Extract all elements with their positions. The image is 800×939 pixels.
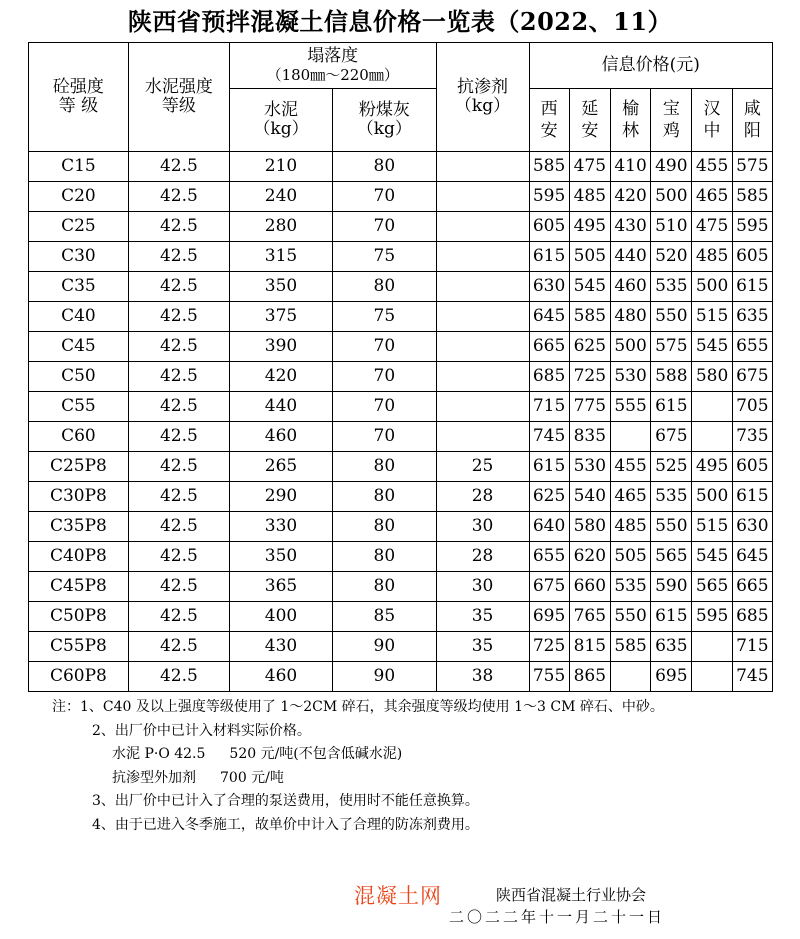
price-cell: 715 [732, 632, 772, 662]
price-cell: 705 [732, 392, 772, 422]
cement-cell: 350 [229, 542, 332, 572]
price-cell: 615 [529, 452, 569, 482]
price-cell: 580 [692, 362, 732, 392]
cement-grade-cell: 42.5 [128, 302, 229, 332]
header-city-baoji [651, 89, 692, 152]
price-cell: 695 [529, 602, 569, 632]
price-cell: 615 [732, 482, 772, 512]
price-cell: 595 [692, 602, 732, 632]
price-cell: 455 [610, 452, 650, 482]
price-cell: 580 [569, 512, 610, 542]
flyash-cell: 80 [333, 272, 436, 302]
price-cell: 420 [610, 182, 650, 212]
header-cement-label: 水泥 [264, 100, 299, 120]
flyash-cell: 70 [333, 422, 436, 452]
note-2-admixture [62, 767, 664, 791]
cement-cell: 265 [229, 452, 332, 482]
note-4: 4、由于已进入冬季施工，故单价中计入了合理的防冻剂费用。 [92, 816, 479, 833]
grade-cell: C45 [29, 332, 129, 362]
table-row [29, 452, 773, 482]
cement-grade-cell: 42.5 [128, 512, 229, 542]
cement-cell: 440 [229, 392, 332, 422]
price-cell: 565 [692, 572, 732, 602]
price-cell: 530 [610, 362, 650, 392]
cement-cell: 375 [229, 302, 332, 332]
price-cell: 725 [529, 632, 569, 662]
note-1: 注：1、C40 及以上强度等级使用了 1～2CM 碎石，其余强度等级均使用 1～3 CM 碎石、中砂。 [52, 699, 664, 715]
price-cell: 675 [529, 572, 569, 602]
price-cell: 555 [610, 392, 650, 422]
price-cell: 685 [732, 602, 772, 632]
price-cell [692, 632, 732, 662]
cement-cell: 430 [229, 632, 332, 662]
price-cell: 685 [529, 362, 569, 392]
antiseep-cell: 35 [436, 632, 529, 662]
table-row [29, 512, 773, 542]
price-cell: 545 [692, 332, 732, 362]
note-2-cement-label: 水泥 P·O 42.5 [112, 746, 206, 762]
header-antiseep [436, 43, 529, 152]
price-cell: 630 [732, 512, 772, 542]
header-city-yanan [569, 89, 610, 152]
cement-grade-cell: 42.5 [128, 422, 229, 452]
grade-cell: C25 [29, 212, 129, 242]
price-cell: 585 [529, 152, 569, 182]
city-label: 汉中 [703, 99, 721, 141]
price-cell: 525 [651, 452, 692, 482]
price-cell: 575 [732, 152, 772, 182]
price-cell: 765 [569, 602, 610, 632]
price-cell: 620 [569, 542, 610, 572]
price-cell: 455 [692, 152, 732, 182]
header-cement-unit: （kg） [253, 119, 309, 139]
price-cell: 475 [569, 152, 610, 182]
price-cell: 615 [651, 602, 692, 632]
price-cell [692, 662, 732, 692]
price-cell: 550 [651, 512, 692, 542]
price-cell: 510 [651, 212, 692, 242]
antiseep-cell: 28 [436, 482, 529, 512]
cement-cell: 400 [229, 602, 332, 632]
city-label: 延安 [581, 99, 599, 141]
grade-cell: C25P8 [29, 452, 129, 482]
table-row [29, 242, 773, 272]
grade-cell: C60P8 [29, 662, 129, 692]
cement-cell: 460 [229, 662, 332, 692]
price-cell: 645 [529, 302, 569, 332]
city-label: 咸阳 [743, 99, 761, 141]
flyash-cell: 90 [333, 662, 436, 692]
price-cell: 485 [610, 512, 650, 542]
flyash-cell: 80 [333, 452, 436, 482]
note-2-admixture-price: 700 元/吨 [220, 769, 284, 786]
antiseep-cell [436, 152, 529, 182]
cement-grade-cell: 42.5 [128, 332, 229, 362]
price-cell: 865 [569, 662, 610, 692]
cement-grade-cell: 42.5 [128, 632, 229, 662]
price-cell: 500 [692, 272, 732, 302]
table-row [29, 392, 773, 422]
header-cement [229, 89, 332, 152]
cement-cell: 240 [229, 182, 332, 212]
price-cell: 585 [569, 302, 610, 332]
price-cell: 615 [732, 272, 772, 302]
grade-cell: C20 [29, 182, 129, 212]
issue-date: 二〇二二年十一月二十一日 [449, 908, 666, 926]
city-label: 西安 [540, 99, 558, 141]
price-cell: 635 [651, 632, 692, 662]
price-cell: 505 [610, 542, 650, 572]
antiseep-cell: 30 [436, 512, 529, 542]
cement-cell: 210 [229, 152, 332, 182]
price-cell: 695 [651, 662, 692, 692]
flyash-cell: 70 [333, 392, 436, 422]
flyash-cell: 80 [333, 512, 436, 542]
price-cell: 535 [651, 482, 692, 512]
table-row [29, 272, 773, 302]
price-cell: 515 [692, 302, 732, 332]
cement-grade-cell: 42.5 [128, 662, 229, 692]
cement-grade-cell: 42.5 [128, 182, 229, 212]
price-cell: 655 [529, 542, 569, 572]
price-cell: 605 [732, 452, 772, 482]
flyash-cell: 80 [333, 152, 436, 182]
header-price-group: 信息价格(元) [529, 43, 773, 89]
flyash-cell: 70 [333, 182, 436, 212]
cement-grade-cell: 42.5 [128, 392, 229, 422]
price-cell: 500 [610, 332, 650, 362]
price-cell: 480 [610, 302, 650, 332]
cement-grade-cell: 42.5 [128, 152, 229, 182]
cement-cell: 280 [229, 212, 332, 242]
price-cell: 745 [732, 662, 772, 692]
price-cell: 665 [529, 332, 569, 362]
cement-grade-cell: 42.5 [128, 602, 229, 632]
antiseep-cell [436, 332, 529, 362]
flyash-cell: 75 [333, 242, 436, 272]
cement-cell: 460 [229, 422, 332, 452]
price-cell: 465 [610, 482, 650, 512]
cement-grade-cell: 42.5 [128, 572, 229, 602]
price-cell: 495 [692, 452, 732, 482]
antiseep-cell: 38 [436, 662, 529, 692]
table-row [29, 542, 773, 572]
price-cell: 575 [651, 332, 692, 362]
flyash-cell: 90 [333, 632, 436, 662]
price-cell: 725 [569, 362, 610, 392]
price-cell: 605 [732, 242, 772, 272]
price-cell: 630 [529, 272, 569, 302]
price-cell: 545 [692, 542, 732, 572]
price-cell: 675 [732, 362, 772, 392]
watermark-logo: 混凝土网 [354, 884, 442, 908]
price-cell: 735 [732, 422, 772, 452]
header-flyash-unit: （kg） [356, 119, 412, 139]
notes [52, 696, 664, 837]
note-3: 3、出厂价中已计入了合理的泵送费用，使用时不能任意换算。 [92, 793, 479, 809]
price-cell: 625 [569, 332, 610, 362]
price-cell [692, 392, 732, 422]
flyash-cell: 85 [333, 602, 436, 632]
header-city-yulin [610, 89, 650, 152]
note-2-cement-price: 520 元/吨(不包含低碱水泥) [229, 746, 403, 762]
price-cell: 595 [529, 182, 569, 212]
antiseep-cell [436, 212, 529, 242]
cement-cell: 390 [229, 332, 332, 362]
city-label: 宝鸡 [662, 99, 680, 141]
cement-cell: 350 [229, 272, 332, 302]
price-cell: 505 [569, 242, 610, 272]
price-cell: 640 [529, 512, 569, 542]
header-flyash-label: 粉煤灰 [358, 100, 410, 120]
price-cell: 675 [651, 422, 692, 452]
flyash-cell: 80 [333, 542, 436, 572]
association-name: 陕西省混凝土行业协会 [496, 886, 647, 904]
header-slump-group [229, 43, 436, 89]
price-cell: 500 [692, 482, 732, 512]
header-antiseep-unit: （kg） [454, 96, 511, 116]
cement-grade-cell: 42.5 [128, 452, 229, 482]
table-row [29, 572, 773, 602]
price-cell: 550 [651, 302, 692, 332]
note-2-admixture-label: 抗渗型外加剂 [112, 769, 196, 786]
grade-cell: C30 [29, 242, 129, 272]
price-cell: 540 [569, 482, 610, 512]
price-cell: 745 [529, 422, 569, 452]
header-slump-label: 塌落度 [307, 45, 359, 66]
header-cement-grade [128, 43, 229, 152]
price-cell: 645 [732, 542, 772, 572]
cement-cell: 330 [229, 512, 332, 542]
cement-cell: 420 [229, 362, 332, 392]
price-cell: 775 [569, 392, 610, 422]
note-2-cement [62, 743, 664, 767]
table-row [29, 152, 773, 182]
price-cell: 585 [732, 182, 772, 212]
price-cell: 465 [692, 182, 732, 212]
price-cell: 440 [610, 242, 650, 272]
price-cell [692, 422, 732, 452]
grade-cell: C30P8 [29, 482, 129, 512]
price-cell: 815 [569, 632, 610, 662]
header-cement-grade-label: 水泥强度等级 [144, 77, 213, 116]
antiseep-cell [436, 272, 529, 302]
price-cell: 755 [529, 662, 569, 692]
header-slump-range: （180㎜～220㎜） [266, 65, 399, 84]
grade-cell: C35P8 [29, 512, 129, 542]
header-city-xianyang [732, 89, 772, 152]
flyash-cell: 70 [333, 332, 436, 362]
grade-cell: C35 [29, 272, 129, 302]
price-cell: 625 [529, 482, 569, 512]
header-city-hanzhong [692, 89, 732, 152]
price-cell: 835 [569, 422, 610, 452]
header-flyash [333, 89, 436, 152]
cement-cell: 290 [229, 482, 332, 512]
antiseep-cell [436, 302, 529, 332]
price-cell: 530 [569, 452, 610, 482]
price-cell: 500 [651, 182, 692, 212]
grade-cell: C50 [29, 362, 129, 392]
price-cell: 615 [651, 392, 692, 422]
table-row [29, 602, 773, 632]
cement-grade-cell: 42.5 [128, 212, 229, 242]
grade-cell: C40 [29, 302, 129, 332]
grade-cell: C55 [29, 392, 129, 422]
price-cell: 585 [610, 632, 650, 662]
antiseep-cell [436, 422, 529, 452]
price-table [28, 42, 773, 692]
antiseep-cell [436, 362, 529, 392]
table-body [29, 152, 773, 692]
flyash-cell: 80 [333, 482, 436, 512]
cement-cell: 315 [229, 242, 332, 272]
cement-grade-cell: 42.5 [128, 272, 229, 302]
table-row [29, 302, 773, 332]
antiseep-cell: 30 [436, 572, 529, 602]
price-cell: 665 [732, 572, 772, 602]
price-cell: 595 [732, 212, 772, 242]
price-cell: 565 [651, 542, 692, 572]
price-cell: 485 [569, 182, 610, 212]
page-title: 陕西省预拌混凝土信息价格一览表（2022、11） [127, 7, 673, 36]
price-cell: 715 [529, 392, 569, 422]
table-row [29, 632, 773, 662]
price-cell: 495 [569, 212, 610, 242]
header-grade [29, 43, 129, 152]
cement-grade-cell: 42.5 [128, 362, 229, 392]
price-cell: 588 [651, 362, 692, 392]
table-row [29, 662, 773, 692]
note-2: 2、出厂价中已计入材料实际价格。 [92, 722, 311, 739]
city-label: 榆林 [622, 99, 640, 141]
price-cell: 635 [732, 302, 772, 332]
grade-cell: C45P8 [29, 572, 129, 602]
header-city-xian [529, 89, 569, 152]
price-cell: 545 [569, 272, 610, 302]
antiseep-cell [436, 392, 529, 422]
table-row [29, 182, 773, 212]
flyash-cell: 70 [333, 212, 436, 242]
price-cell: 430 [610, 212, 650, 242]
cement-grade-cell: 42.5 [128, 482, 229, 512]
grade-cell: C40P8 [29, 542, 129, 572]
price-cell: 535 [610, 572, 650, 602]
price-cell: 590 [651, 572, 692, 602]
antiseep-cell: 25 [436, 452, 529, 482]
price-cell: 550 [610, 602, 650, 632]
grade-cell: C15 [29, 152, 129, 182]
price-cell: 615 [529, 242, 569, 272]
price-cell: 460 [610, 272, 650, 302]
table-row [29, 332, 773, 362]
table-row [29, 422, 773, 452]
antiseep-cell: 28 [436, 542, 529, 572]
price-cell: 660 [569, 572, 610, 602]
flyash-cell: 70 [333, 362, 436, 392]
price-cell: 535 [651, 272, 692, 302]
price-cell: 605 [529, 212, 569, 242]
cement-cell: 365 [229, 572, 332, 602]
flyash-cell: 75 [333, 302, 436, 332]
antiseep-cell: 35 [436, 602, 529, 632]
price-cell [610, 422, 650, 452]
price-cell: 410 [610, 152, 650, 182]
price-cell: 490 [651, 152, 692, 182]
price-cell: 520 [651, 242, 692, 272]
cement-grade-cell: 42.5 [128, 242, 229, 272]
price-cell: 515 [692, 512, 732, 542]
price-cell: 655 [732, 332, 772, 362]
price-cell [610, 662, 650, 692]
antiseep-cell [436, 182, 529, 212]
header-grade-label: 砼强度等 级 [52, 77, 104, 116]
cement-grade-cell: 42.5 [128, 542, 229, 572]
antiseep-cell [436, 242, 529, 272]
price-cell: 475 [692, 212, 732, 242]
table-row [29, 362, 773, 392]
header-antiseep-label: 抗渗剂 [457, 77, 508, 97]
price-cell: 485 [692, 242, 732, 272]
table-row [29, 482, 773, 512]
grade-cell: C50P8 [29, 602, 129, 632]
grade-cell: C60 [29, 422, 129, 452]
grade-cell: C55P8 [29, 632, 129, 662]
table-row [29, 212, 773, 242]
flyash-cell: 80 [333, 572, 436, 602]
